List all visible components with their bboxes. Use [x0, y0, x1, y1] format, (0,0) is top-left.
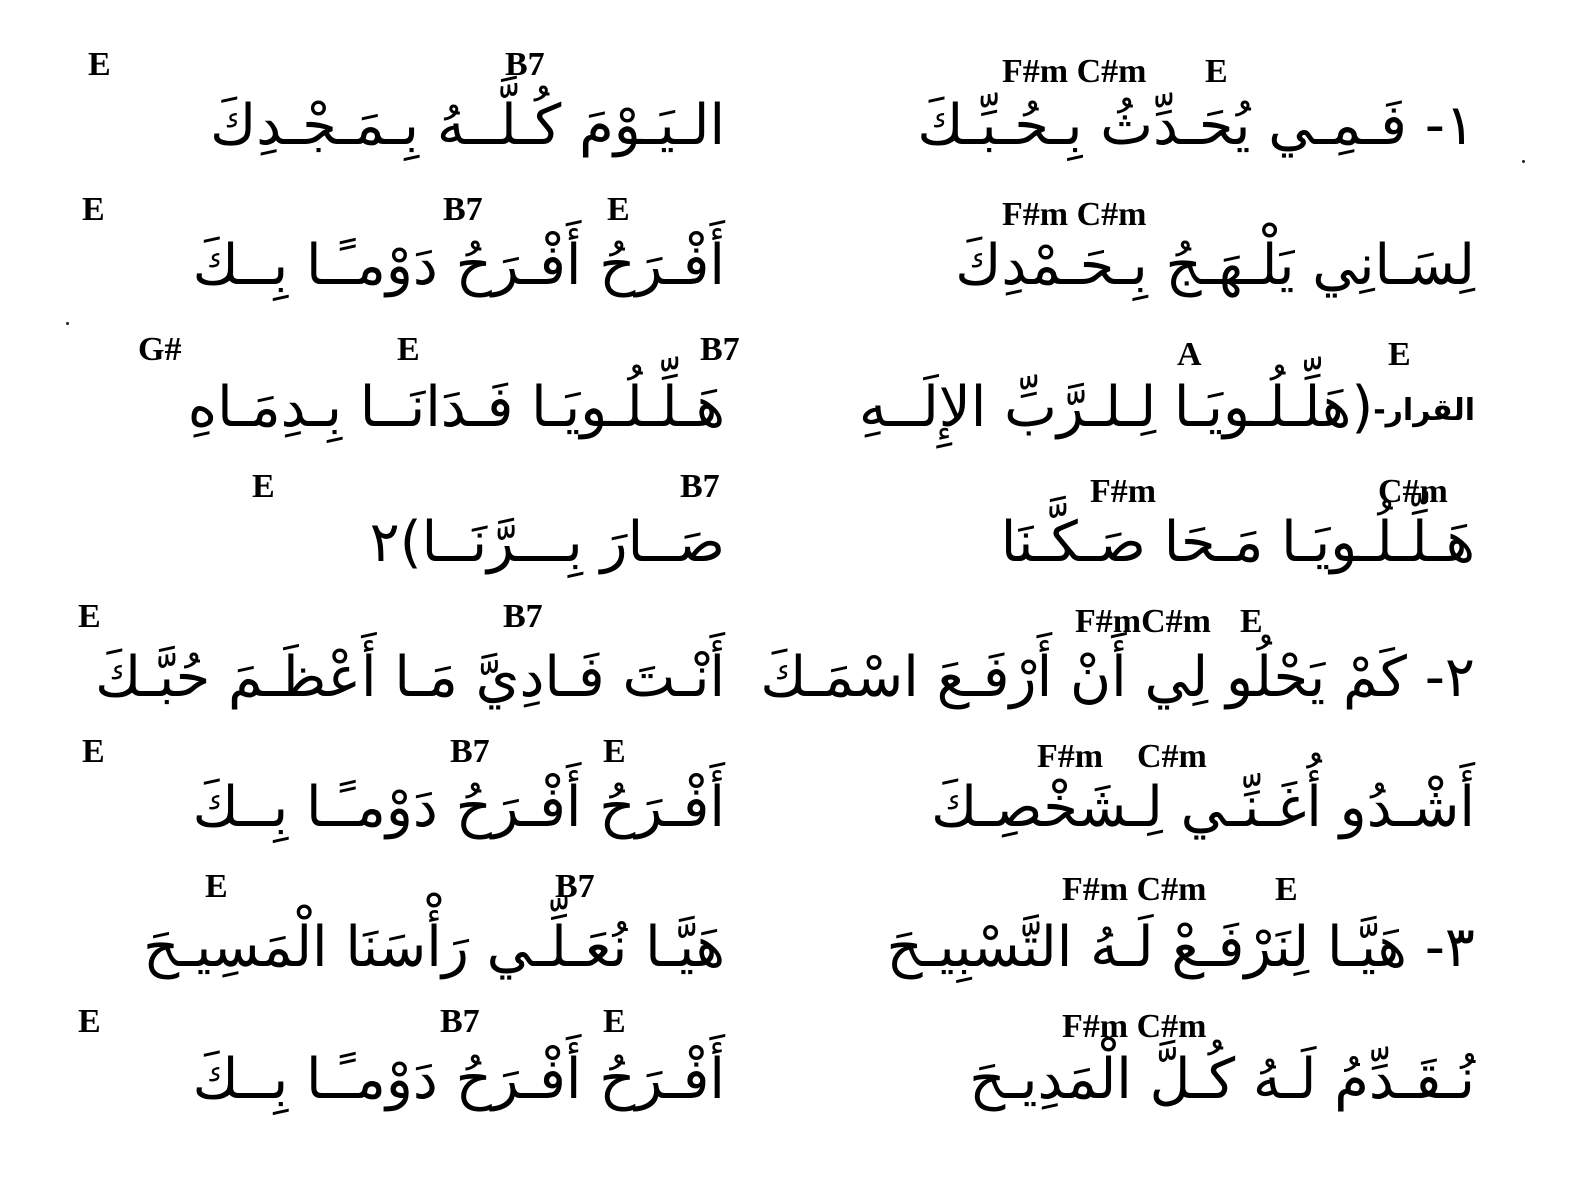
chord: E [78, 598, 101, 635]
chord: E [603, 733, 626, 770]
chord: B7 [700, 331, 740, 368]
chord: B7 [505, 46, 545, 83]
chord: E [82, 733, 105, 770]
chord: B7 [440, 1003, 480, 1040]
chord: E [78, 1003, 101, 1040]
lyric-line: أَفْـرَحُ أَفْـرَحُ دَوْمـًـا بِــكَ [192, 233, 725, 298]
chord: E [88, 46, 111, 83]
scan-speck [66, 322, 69, 325]
chord: E [82, 191, 105, 228]
lyric-line: أَشْـدُو أُغَـنِّـي لِـشَخْصِـكَ [931, 775, 1475, 840]
refrain-line [755, 375, 1475, 440]
lyric-line: نُـقَـدِّمُ لَـهُ كُـلَّ الْمَدِيـحَ [969, 1047, 1475, 1112]
chord: F#mC#m [1075, 603, 1211, 640]
lyric-line: أَفْـرَحُ أَفْـرَحُ دَوْمـًـا بِــكَ [192, 775, 725, 840]
chord: F#m [1090, 473, 1157, 510]
lyric-line: هَيَّـا نُعَـلِّـي رَأْسَنَا الْمَسِيـحَ [143, 915, 725, 980]
lyric-line: هَـلِّـلُـويَـا فَـدَانَــا بِـدِمَـاهِ [187, 375, 725, 440]
chord: E [252, 468, 275, 505]
chord: F#m C#m [1062, 1008, 1207, 1045]
chord: C#m [1378, 473, 1448, 510]
lyric-line: ٣- هَيَّـا لِنَرْفَـعْ لَـهُ التَّسْبِيـحَ [886, 915, 1475, 980]
chord: B7 [555, 868, 595, 905]
chord: E [397, 331, 420, 368]
lyric-line: أَنْـتَ فَـادِيَّ مَـا أَعْظَـمَ حُبَّـكَ [95, 645, 725, 710]
chord: E [1240, 603, 1263, 640]
chord: C#m [1137, 738, 1207, 775]
lyric-line: هَـلِّـلُـويَـا مَـحَا صَـكَّـنَا [1000, 510, 1475, 575]
chord: B7 [450, 733, 490, 770]
chord: G# [138, 331, 182, 368]
scan-speck [1522, 160, 1525, 163]
chord: E [607, 191, 630, 228]
lyric-line: لِسَـانِي يَلْـهَـجُ بِـحَـمْدِكَ [955, 233, 1475, 298]
lyric-line: ١- فَـمِـي يُحَـدِّثُ بِـحُـبِّـكَ [917, 93, 1475, 158]
chord: A [1177, 336, 1202, 373]
chord: F#m C#m [1002, 196, 1147, 233]
chord: B7 [680, 468, 720, 505]
chord: E [1275, 871, 1298, 908]
chord: B7 [503, 598, 543, 635]
lyric-line: أَفْـرَحُ أَفْـرَحُ دَوْمـًـا بِــكَ [192, 1047, 725, 1112]
refrain-label: القرار- [1373, 392, 1475, 428]
chord: B7 [443, 191, 483, 228]
lyric-line: ٢- كَمْ يَحْلُو لِي أَنْ أَرْفَـعَ اسْمَـكَ [760, 645, 1475, 710]
chord: E [1388, 336, 1411, 373]
chord: F#m C#m [1062, 871, 1207, 908]
chord: E [205, 868, 228, 905]
lyric-line: الـيَـوْمَ كُـلَّــهُ بِـمَـجْـدِكَ [210, 93, 725, 158]
chord: E [603, 1003, 626, 1040]
chord: F#m [1037, 738, 1104, 775]
chord: F#m C#m [1002, 53, 1147, 90]
lyric-text: (هَلِّـلُـويَـا لِـلـرَّبِّ الإِلَــهِ [858, 375, 1374, 440]
lyric-line: صَــارَ بِـــرَّنَــا)٢ [369, 510, 725, 575]
chord: E [1205, 53, 1228, 90]
